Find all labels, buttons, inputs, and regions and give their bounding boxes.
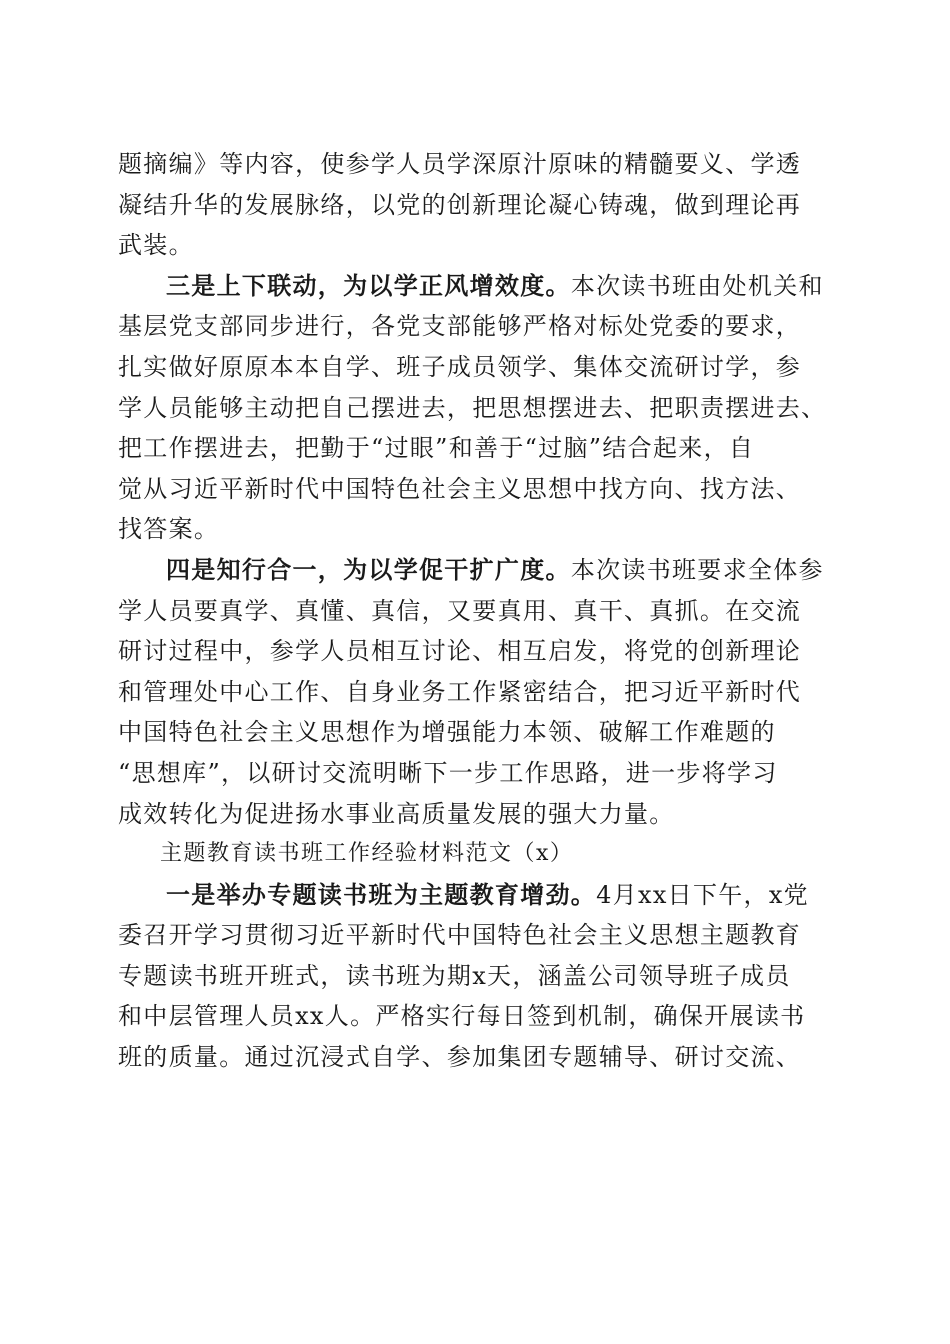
paragraph-line: 和中层管理人员xx人。严格实行每日签到机制，确保开展读书 — [118, 1002, 806, 1031]
paragraph-line: 和管理处中心工作、自身业务工作紧密结合，把习近平新时代 — [118, 677, 802, 706]
paragraph-line: 成效转化为促进扬水事业高质量发展的强大力量。 — [118, 799, 675, 828]
paragraph-2 — [118, 266, 834, 550]
paragraph-lead: 四是知行合一，为以学促干扩广度。 — [166, 554, 571, 584]
paragraph-line: 研讨过程中，参学人员相互讨论、相互启发，将党的创新理论 — [118, 637, 802, 666]
paragraph-line: 凝结升华的发展脉络，以党的创新理论凝心铸魂，做到理论再 — [118, 190, 802, 219]
paragraph-first-line — [118, 550, 834, 590]
paragraph-first-rest: 本次读书班由处机关和 — [570, 271, 824, 300]
paragraph-line: 武装。 — [118, 231, 194, 260]
paragraph-line: 专题读书班开班式，读书班为期x天，涵盖公司领导班子成员 — [118, 961, 791, 990]
paragraph-line: 扎实做好原原本本自学、班子成员领学、集体交流研讨学，参 — [118, 352, 802, 381]
paragraph-3 — [118, 550, 834, 834]
paragraph-first-rest: 4月xx日下午，x党 — [596, 880, 809, 909]
paragraph-line: 觉从习近平新时代中国特色社会主义思想中找方向、找方法、 — [118, 474, 802, 503]
paragraph-line: 找答案。 — [118, 515, 220, 544]
paragraph-first-line — [118, 875, 834, 915]
section-title: 主题教育读书班工作经验材料范文（x） — [160, 841, 574, 867]
paragraph-line: 学人员要真学、真懂、真信，又要真用、真干、真抓。在交流 — [118, 596, 802, 625]
paragraph-line: 班的质量。通过沉浸式自学、参加集团专题辅导、研讨交流、 — [118, 1043, 802, 1072]
paragraph-first-rest: 本次读书班要求全体参 — [570, 555, 824, 584]
paragraph-line: 把工作摆进去，把勤于“过眼”和善于“过脑”结合起来，自 — [118, 434, 755, 463]
paragraph-line: 题摘编》等内容，使参学人员学深原汁原味的精髓要义、学透 — [118, 150, 802, 178]
paragraph-1 — [118, 144, 834, 265]
paragraph-line: 基层党支部同步进行，各党支部能够严格对标处党委的要求， — [118, 312, 802, 341]
paragraph-lead: 一是举办专题读书班为主题教育增劲。 — [166, 879, 597, 909]
paragraph-lead: 三是上下联动，为以学正风增效度。 — [166, 270, 571, 300]
document-body — [118, 144, 834, 1078]
paragraph-line: 中国特色社会主义思想作为增强能力本领、破解工作难题的 — [118, 718, 776, 747]
paragraph-line: 委召开学习贯彻习近平新时代中国特色社会主义思想主题教育 — [118, 921, 802, 950]
paragraph-first-line — [118, 266, 834, 306]
paragraph-line: 学人员能够主动把自己摆进去，把思想摆进去、把职责摆进去、 — [118, 393, 827, 422]
paragraph-line: “思想库”，以研讨交流明晰下一步工作思路，进一步将学习 — [118, 758, 778, 787]
paragraph-4 — [118, 875, 834, 1077]
